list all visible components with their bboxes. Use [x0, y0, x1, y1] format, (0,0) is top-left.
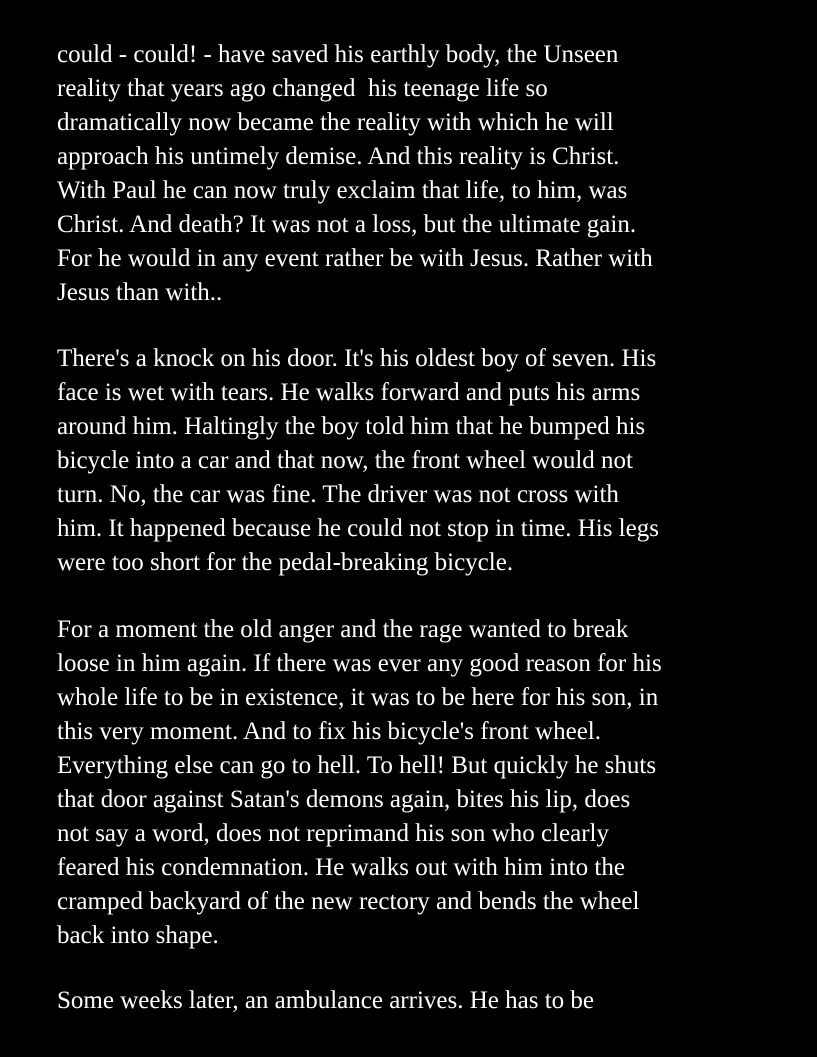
text-line: back into shape. [57, 922, 219, 949]
text-line: Jesus than with.. [57, 279, 223, 306]
text-line: For a moment the old anger and the rage wanted to break [57, 616, 629, 643]
text-line: Some weeks later, an ambulance arrives. He has to be [57, 987, 594, 1014]
text-line: him. It happened because he could not stop in time. His legs [57, 515, 659, 542]
text-line: With Paul he can now truly exclaim that life, to him, was [57, 177, 628, 204]
text-line: approach his untimely demise. And this reality is Christ. [57, 143, 620, 170]
paragraph-1 [57, 38, 653, 310]
text-line: reality that years ago changed his teenage life so [57, 75, 548, 102]
text-line: bicycle into a car and that now, the front wheel would not [57, 447, 633, 474]
text-line: There's a knock on his door. It's his oldest boy of seven. His [57, 345, 657, 372]
text-line: that door against Satan's demons again, bites his lip, does [57, 786, 631, 813]
text-line: Everything else can go to hell. To hell! But quickly he shuts [57, 752, 657, 779]
text-line: For he would in any event rather be with Jesus. Rather with [57, 245, 653, 272]
text-line: face is wet with tears. He walks forward and puts his arms [57, 379, 641, 406]
text-line: whole life to be in existence, it was to be here for his son, in [57, 684, 659, 711]
text-line: could - could! - have saved his earthly body, the Unseen [57, 41, 619, 68]
paragraph-2 [57, 342, 659, 580]
text-line: turn. No, the car was fine. The driver was not cross with [57, 481, 619, 508]
text-line: were too short for the pedal-breaking bicycle. [57, 549, 514, 576]
text-line: dramatically now became the reality with which he will [57, 109, 614, 136]
text-line: feared his condemnation. He walks out with him into the [57, 854, 625, 881]
text-line: loose in him again. If there was ever any good reason for his [57, 650, 662, 677]
text-line: Christ. And death? It was not a loss, but the ultimate gain. [57, 211, 637, 238]
text-line: cramped backyard of the new rectory and bends the wheel [57, 888, 640, 915]
text-line: around him. Haltingly the boy told him that he bumped his [57, 413, 646, 440]
text-line: not say a word, does not reprimand his son who clearly [57, 820, 609, 847]
paragraph-4 [57, 984, 594, 1018]
paragraph-3 [57, 613, 662, 953]
text-line: this very moment. And to fix his bicycle's front wheel. [57, 718, 601, 745]
